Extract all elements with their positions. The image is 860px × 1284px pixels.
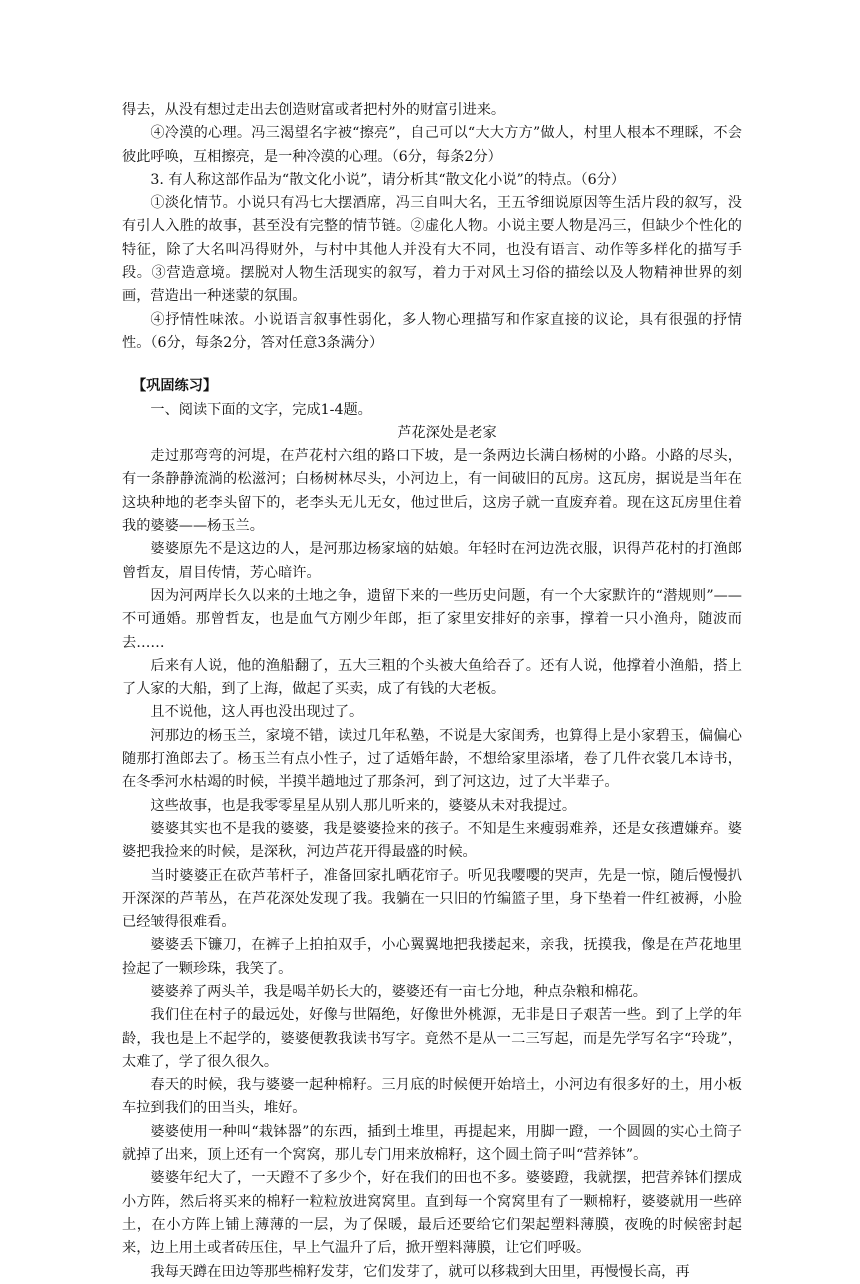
passage-paragraph: 这些故事，也是我零零星星从别人那儿听来的，婆婆从未对我提过。 [150,797,577,814]
passage-paragraph: 婆婆丢下镰刀，在裤子上拍拍双手，小心翼翼地把我搂起来，亲我，抚摸我，像是在芦花地里捡起了一颗珍珠，我笑了。 [122,937,742,977]
section-instruction: 一、阅读下面的文字，完成1-4题。 [150,401,372,418]
section-heading: 【巩固练习】 [131,378,218,395]
passage-paragraph: 后来有人说，他的渔船翻了，五大三粗的个头被大鱼给吞了。还有人说，他撑着小渔船，搭上了人家的大船，到了上海，做起了买卖，成了有钱的大老板。 [122,657,742,698]
passage-paragraph: 婆婆使用一种叫“栽钵器”的东西，插到土堆里，再提起来，用脚一蹬，一个圆圆的实心土筒子就掉了出来，顶上还有一个窝窝，那儿专门用来放棉籽，这个圆土筒子叫“营养钵”。 [122,1123,742,1164]
section-gap [122,355,742,375]
answer-3-point-4: ④抒情性味浓。小说语言叙事性弱化，多人物心理描写和作家直接的议论，具有很强的抒情性。（6分，每条2分，答对任意3条满分） [122,311,742,351]
answer-point-4: ④冷漠的心理。冯三渴望名字被“擦亮”，自己可以“大大方方”做人，村里人根本不理睬，不会彼此呼唤，互相擦亮，是一种冷漠的心理。（6分，每条2分） [122,125,742,165]
passage-paragraph: 当时婆婆正在砍芦苇杆子，准备回家扎晒花帘子。听见我嘤嘤的哭声，先是一惊，随后慢慢扒开深深的芦苇丛，在芦花深处发现了我。我躺在一只旧的竹编篮子里，身下垫着一件红被褥，小脸已经皱得很难看。 [122,867,742,931]
passage-paragraph: 春天的时候，我与婆婆一起种棉籽。三月底的时候便开始培土，小河边有很多好的土，用小板车拉到我们的田当头，堆好。 [122,1077,742,1117]
passage-paragraph: 我们住在村子的最远处，好像与世隔绝，好像世外桃源，无非是日子艰苦一些。到了上学的年龄，我也是上不起学的，婆婆便教我读书写字。竟然不是从一二三写起，而是先学写名字“玲珑”，太难了，学了很久很久。 [122,1007,742,1070]
passage-paragraph: 婆婆原先不是这边的人，是河那边杨家垴的姑娘。年轻时在河边洗衣服，识得芦花村的打渔郎曾哲友，眉目传情，芳心暗许。 [122,541,742,581]
passage-paragraph: 走过那弯弯的河堤，在芦花村六组的路口下坡，是一条两边长满白杨树的小路。小路的尽头，有一条静静流淌的松滋河；白杨树林尽头，小河边上，有一间破旧的瓦房。这瓦房，据说是当年在这块种地的老李头留下的，老李头无儿无女，他过世后，这房子就一直废弃着。现在这瓦房里住着我的婆婆——杨玉兰。 [122,448,742,535]
passage-paragraph: 婆婆其实也不是我的婆婆，我是婆婆捡来的孩子。不知是生来瘦弱难养，还是女孩遭嫌弃。婆婆把我捡来的时候，是深秋，河边芦花开得最盛的时候。 [122,820,742,861]
passage-paragraph: 且不说他，这人再也没出现过了。 [150,704,364,721]
passage-paragraph: 河那边的杨玉兰，家境不错，读过几年私塾，不说是大家闺秀，也算得上是小家碧玉，偏偏心随那打渔郎去了。杨玉兰有点小性子，过了适婚年龄，不想给家里添堵，卷了几件衣裳几本诗书，在冬季河水枯竭的时候，半摸半趟地过了那条河，到了河这边，过了大半辈子。 [122,727,742,791]
question-3: 3. 有人称这部作品为“散文化小说”，请分析其“散文化小说”的特点。（6分） [150,171,626,188]
answer-3-points: ①淡化情节。小说只有冯七大摆酒席，冯三自叫大名，王五爷细说原因等生活片段的叙写，没有引人入胜的故事，甚至没有完整的情节链。②虚化人物。小说主要人物是冯三，但缺少个性化的特征，除了大名叫冯得财外，与村中其他人并没有大不同，也没有语言、动作等多样化的描写手段。③营造意境。摆脱对人物生活现实的叙写，着力于对风土习俗的描绘以及人物精神世界的刻画，营造出一种迷蒙的氛围。 [122,195,742,305]
passage-paragraph: 婆婆年纪大了，一天蹬不了多少个，好在我们的田也不多。婆婆蹬，我就摆，把营养钵们摆成小方阵，然后将买来的棉籽一粒粒放进窝窝里。直到每一个窝窝里有了一颗棉籽，婆婆就用一些碎土，在小方阵上铺上薄薄的一层，为了保暖，最后还要给它们架起塑料薄膜，夜晚的时候密封起来，边上用土或者砖压住，早上气温升了后，掀开塑料薄膜，让它们呼吸。 [122,1170,742,1257]
passage-paragraph: 我每天蹲在田边等那些棉籽发芽，它们发芽了，就可以移栽到大田里，再慢慢长高，再 [150,1263,690,1280]
answer-continuation: 得去，从没有想过走出去创造财富或者把村外的财富引进来。 [122,102,506,118]
passage-paragraph: 因为河两岸长久以来的土地之争，遗留下来的一些历史问题，有一个大家默许的“潜规则”——不可通婚。那曾哲友，也是血气方刚少年郎，拒了家里安排好的亲事，撑着一只小渔舟，随波而去…… [122,587,742,651]
passage-paragraph: 婆婆养了两头羊，我是喝羊奶长大的，婆婆还有一亩七分地，种点杂粮和棉花。 [150,983,647,1000]
passage-title: 芦花深处是老家 [397,424,497,441]
